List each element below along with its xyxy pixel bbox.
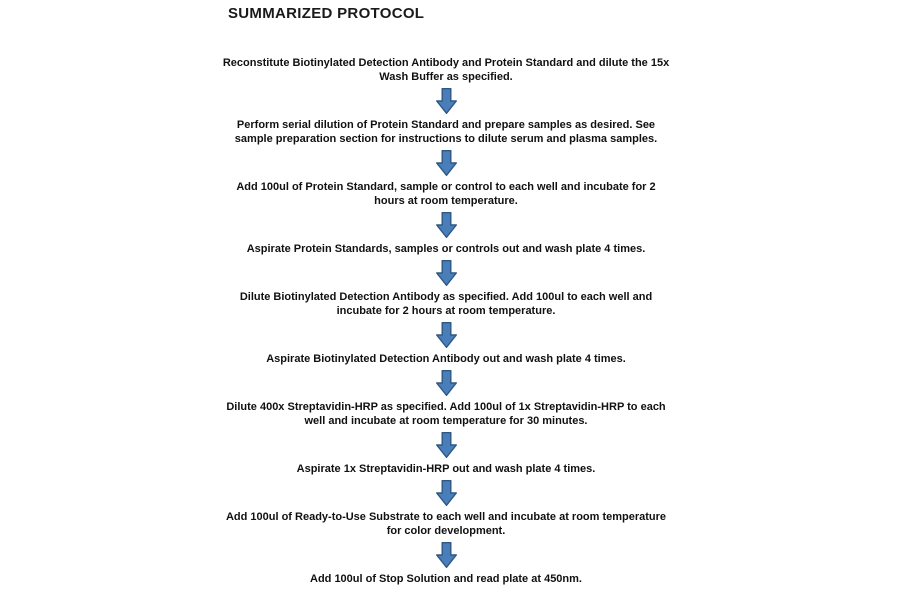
down-arrow-icon (436, 212, 457, 238)
protocol-step-4 (247, 242, 646, 256)
protocol-step-10 (310, 572, 582, 586)
protocol-step-3-line-1: Add 100ul of Protein Standard, sample or control to each well and incubate for 2 (236, 181, 656, 193)
protocol-step-9-line-2: for color development. (386, 525, 506, 537)
content-column (222, 0, 670, 586)
protocol-step-5 (240, 290, 652, 318)
protocol-step-6-line-1: Aspirate Biotinylated Detection Antibody out and wash plate 4 times. (266, 353, 626, 365)
protocol-step-5-line-1: Dilute Biotinylated Detection Antibody as specified. Add 100ul to each well and (239, 291, 653, 303)
protocol-step-7-line-2: well and incubate at room temperature for 30 minutes. (304, 415, 588, 427)
protocol-step-1-line-2: Wash Buffer as specified. (379, 71, 513, 83)
protocol-step-1-line-1: Reconstitute Biotinylated Detection Antibody and Protein Standard and dilute the 15x (222, 57, 670, 69)
protocol-step-4-line-1: Aspirate Protein Standards, samples or controls out and wash plate 4 times. (246, 243, 646, 255)
down-arrow-icon (436, 322, 457, 348)
down-arrow-icon (436, 150, 457, 176)
down-arrow-icon (436, 260, 457, 286)
protocol-step-2-line-1: Perform serial dilution of Protein Standard and prepare samples as desired. See (236, 119, 656, 131)
protocol-step-8 (297, 462, 596, 476)
down-arrow-icon (436, 88, 457, 114)
protocol-step-9 (226, 510, 666, 538)
down-arrow-icon (436, 542, 457, 568)
protocol-step-2 (235, 118, 657, 146)
protocol-step-6 (266, 352, 626, 366)
down-arrow-icon (436, 370, 457, 396)
down-arrow-icon (436, 480, 457, 506)
protocol-step-9-line-1: Add 100ul of Ready-to-Use Substrate to each well and incubate at room temperature (225, 511, 667, 523)
protocol-step-10-line-1: Add 100ul of Stop Solution and read plate at 450nm. (310, 573, 582, 585)
protocol-step-2-line-2: sample preparation section for instructions to dilute serum and plasma samples. (234, 133, 658, 145)
down-arrow-icon (436, 432, 457, 458)
protocol-step-8-line-1: Aspirate 1x Streptavidin-HRP out and wash plate 4 times. (296, 463, 596, 475)
protocol-step-1 (223, 56, 669, 84)
page-title: SUMMARIZED PROTOCOL (228, 5, 425, 22)
protocol-step-3-line-2: hours at room temperature. (374, 195, 518, 207)
protocol-step-5-line-2: incubate for 2 hours at room temperature. (336, 305, 556, 317)
protocol-step-7-line-1: Dilute 400x Streptavidin-HRP as specified. Add 100ul of 1x Streptavidin-HRP to each (226, 401, 666, 413)
protocol-flowchart (222, 56, 670, 586)
protocol-step-7 (226, 400, 665, 428)
protocol-step-3 (236, 180, 655, 208)
